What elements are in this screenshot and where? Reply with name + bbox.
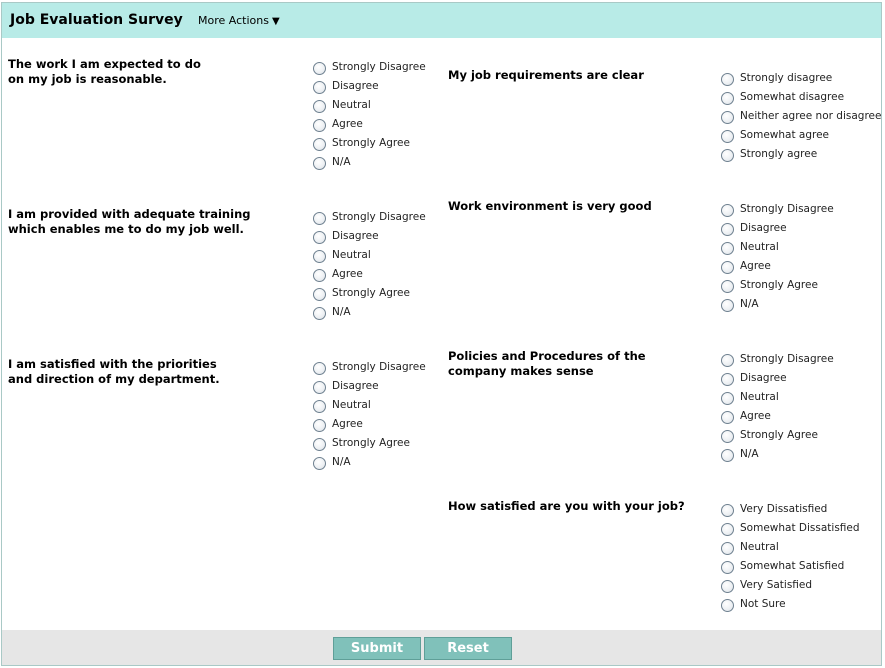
radio-label: Strongly Disagree — [740, 353, 834, 365]
radio-label: Strongly Disagree — [332, 61, 426, 73]
radio-button[interactable] — [721, 223, 734, 236]
radio-label: Strongly Agree — [332, 287, 410, 299]
radio-label: Neutral — [332, 249, 371, 261]
question-line: I am satisfied with the priorities — [8, 357, 217, 371]
question-7 — [448, 499, 685, 514]
radio-label: Agree — [740, 410, 771, 422]
question-5 — [8, 357, 220, 387]
reset-button[interactable]: Reset — [424, 637, 512, 660]
question-3 — [8, 207, 250, 237]
question-1 — [8, 57, 201, 87]
radio-label: Strongly Agree — [740, 279, 818, 291]
radio-button[interactable] — [721, 599, 734, 612]
radio-label: N/A — [332, 456, 351, 468]
question-4 — [448, 199, 652, 214]
radio-label: Neutral — [740, 391, 779, 403]
radio-label: Strongly Agree — [740, 429, 818, 441]
radio-button[interactable] — [313, 457, 326, 470]
radio-button[interactable] — [721, 111, 734, 124]
radio-button[interactable] — [721, 392, 734, 405]
radio-button[interactable] — [313, 100, 326, 113]
radio-label: Disagree — [332, 80, 379, 92]
more-actions-menu[interactable] — [198, 14, 280, 27]
radio-button[interactable] — [313, 138, 326, 151]
radio-label: Strongly agree — [740, 148, 818, 160]
radio-label: Not Sure — [740, 598, 786, 610]
page-title: Job Evaluation Survey — [10, 12, 183, 28]
chevron-down-icon: ▼ — [271, 16, 280, 27]
radio-button[interactable] — [313, 81, 326, 94]
radio-button[interactable] — [721, 523, 734, 536]
question-6 — [448, 349, 646, 379]
survey-window — [1, 2, 882, 666]
radio-label: Somewhat disagree — [740, 91, 845, 103]
radio-button[interactable] — [313, 438, 326, 451]
radio-label: Agree — [332, 268, 363, 280]
radio-button[interactable] — [721, 149, 734, 162]
radio-label: N/A — [332, 306, 351, 318]
radio-button[interactable] — [313, 231, 326, 244]
radio-button[interactable] — [313, 307, 326, 320]
radio-label: Neither agree nor disagree — [740, 110, 882, 122]
survey-header — [2, 3, 881, 38]
radio-button[interactable] — [313, 157, 326, 170]
radio-button[interactable] — [721, 373, 734, 386]
radio-button[interactable] — [721, 430, 734, 443]
radio-label: Strongly Disagree — [332, 361, 426, 373]
radio-button[interactable] — [721, 242, 734, 255]
radio-label: Somewhat Satisfied — [740, 560, 845, 572]
radio-button[interactable] — [721, 449, 734, 462]
radio-button[interactable] — [721, 504, 734, 517]
radio-label: Very Satisfied — [740, 579, 813, 591]
radio-button[interactable] — [721, 411, 734, 424]
radio-label: Disagree — [332, 230, 379, 242]
radio-button[interactable] — [313, 381, 326, 394]
radio-label: Disagree — [740, 222, 787, 234]
survey-footer — [2, 630, 881, 665]
radio-label: Somewhat agree — [740, 129, 830, 141]
question-line: Policies and Procedures of the — [448, 349, 646, 363]
radio-button[interactable] — [721, 561, 734, 574]
radio-label: Agree — [740, 260, 771, 272]
radio-label: Neutral — [740, 241, 779, 253]
radio-label: N/A — [740, 448, 759, 460]
question-line: The work I am expected to do — [8, 57, 201, 71]
radio-button[interactable] — [721, 354, 734, 367]
radio-button[interactable] — [721, 580, 734, 593]
radio-label: Disagree — [740, 372, 787, 384]
radio-label: Disagree — [332, 380, 379, 392]
radio-button[interactable] — [721, 130, 734, 143]
question-line: on my job is reasonable. — [8, 72, 167, 86]
radio-label: Neutral — [332, 99, 371, 111]
radio-button[interactable] — [313, 288, 326, 301]
radio-label: Agree — [332, 418, 363, 430]
question-line: company makes sense — [448, 364, 594, 378]
radio-button[interactable] — [313, 362, 326, 375]
question-line: I am provided with adequate training — [8, 207, 251, 221]
question-line: Work environment is very good — [448, 199, 652, 213]
radio-button[interactable] — [721, 92, 734, 105]
radio-button[interactable] — [313, 400, 326, 413]
radio-label: Neutral — [332, 399, 371, 411]
question-line: How satisfied are you with your job? — [448, 499, 685, 513]
radio-button[interactable] — [721, 299, 734, 312]
radio-button[interactable] — [313, 119, 326, 132]
radio-label: Strongly Disagree — [740, 203, 834, 215]
radio-button[interactable] — [721, 204, 734, 217]
radio-button[interactable] — [313, 250, 326, 263]
radio-button[interactable] — [721, 542, 734, 555]
radio-label: Strongly Agree — [332, 437, 410, 449]
radio-label: Agree — [332, 118, 363, 130]
more-actions-label: More Actions — [198, 14, 269, 27]
radio-label: Strongly Agree — [332, 137, 410, 149]
radio-button[interactable] — [313, 419, 326, 432]
question-2 — [448, 68, 644, 83]
submit-button[interactable]: Submit — [333, 637, 421, 660]
radio-label: N/A — [740, 298, 759, 310]
radio-label: N/A — [332, 156, 351, 168]
question-line: My job requirements are clear — [448, 68, 644, 82]
radio-button[interactable] — [721, 73, 734, 86]
radio-label: Strongly disagree — [740, 72, 833, 84]
radio-label: Strongly Disagree — [332, 211, 426, 223]
radio-button[interactable] — [721, 280, 734, 293]
radio-button[interactable] — [721, 261, 734, 274]
radio-label: Somewhat Dissatisfied — [740, 522, 860, 534]
question-line: and direction of my department. — [8, 372, 220, 386]
radio-button[interactable] — [313, 212, 326, 225]
radio-label: Neutral — [740, 541, 779, 553]
radio-button[interactable] — [313, 62, 326, 75]
question-line: which enables me to do my job well. — [8, 222, 244, 236]
radio-label: Very Dissatisfied — [740, 503, 828, 515]
radio-button[interactable] — [313, 269, 326, 282]
